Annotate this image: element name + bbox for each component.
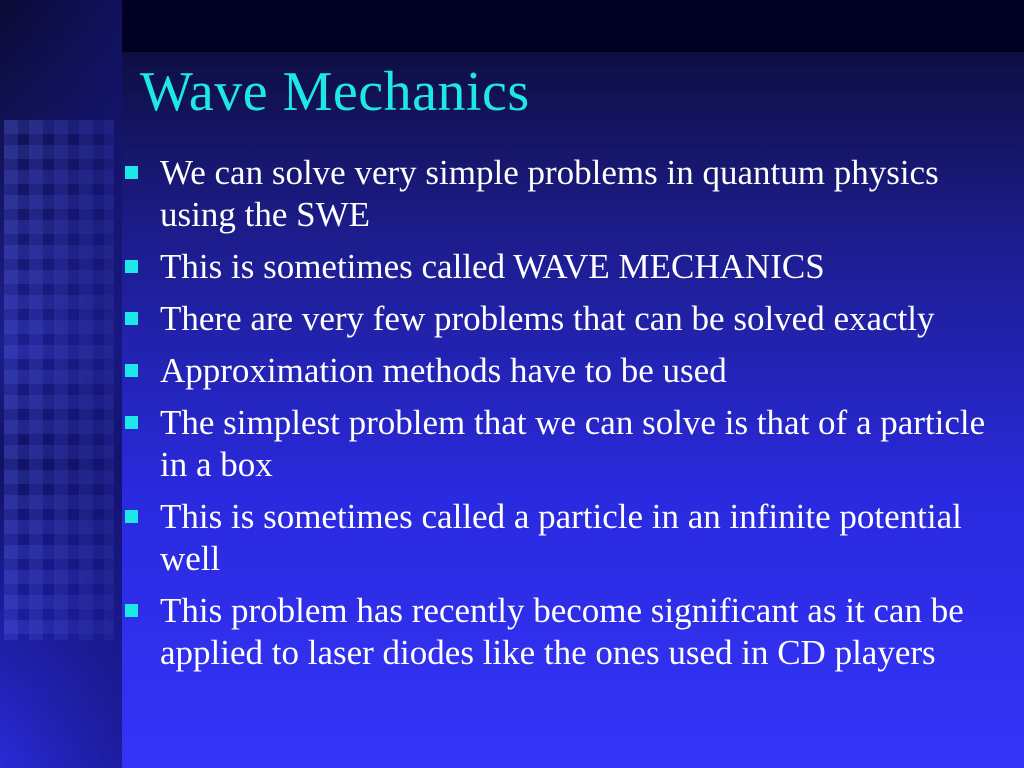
slide-title: Wave Mechanics	[140, 61, 530, 123]
square-bullet-icon	[125, 166, 138, 179]
bullet-list	[122, 152, 1002, 684]
bullet-item	[122, 402, 1002, 486]
bullet-text: This problem has recently become significant as it can be applied to laser diodes like the ones used in CD players	[160, 591, 964, 672]
square-bullet-icon	[125, 260, 138, 273]
bullet-text: We can solve very simple problems in quantum physics using the SWE	[160, 153, 939, 234]
bullet-item	[122, 590, 1002, 674]
bullet-item	[122, 152, 1002, 236]
bullet-item	[122, 298, 1002, 340]
bullet-text: There are very few problems that can be solved exactly	[160, 299, 935, 338]
bullet-item	[122, 246, 1002, 288]
bullet-item	[122, 350, 1002, 392]
square-bullet-icon	[125, 364, 138, 377]
square-bullet-icon	[125, 312, 138, 325]
square-bullet-icon	[125, 604, 138, 617]
bullet-text: This is sometimes called a particle in an infinite potential well	[160, 497, 962, 578]
square-bullet-icon	[125, 510, 138, 523]
bullet-text: Approximation methods have to be used	[160, 351, 727, 390]
header-band	[0, 0, 1024, 52]
bullet-text: The simplest problem that we can solve is that of a particle in a box	[160, 403, 986, 484]
bullet-text: This is sometimes called WAVE MECHANICS	[160, 247, 825, 286]
decorative-side-strip	[0, 0, 122, 768]
bullet-item	[122, 496, 1002, 580]
square-bullet-icon	[125, 416, 138, 429]
